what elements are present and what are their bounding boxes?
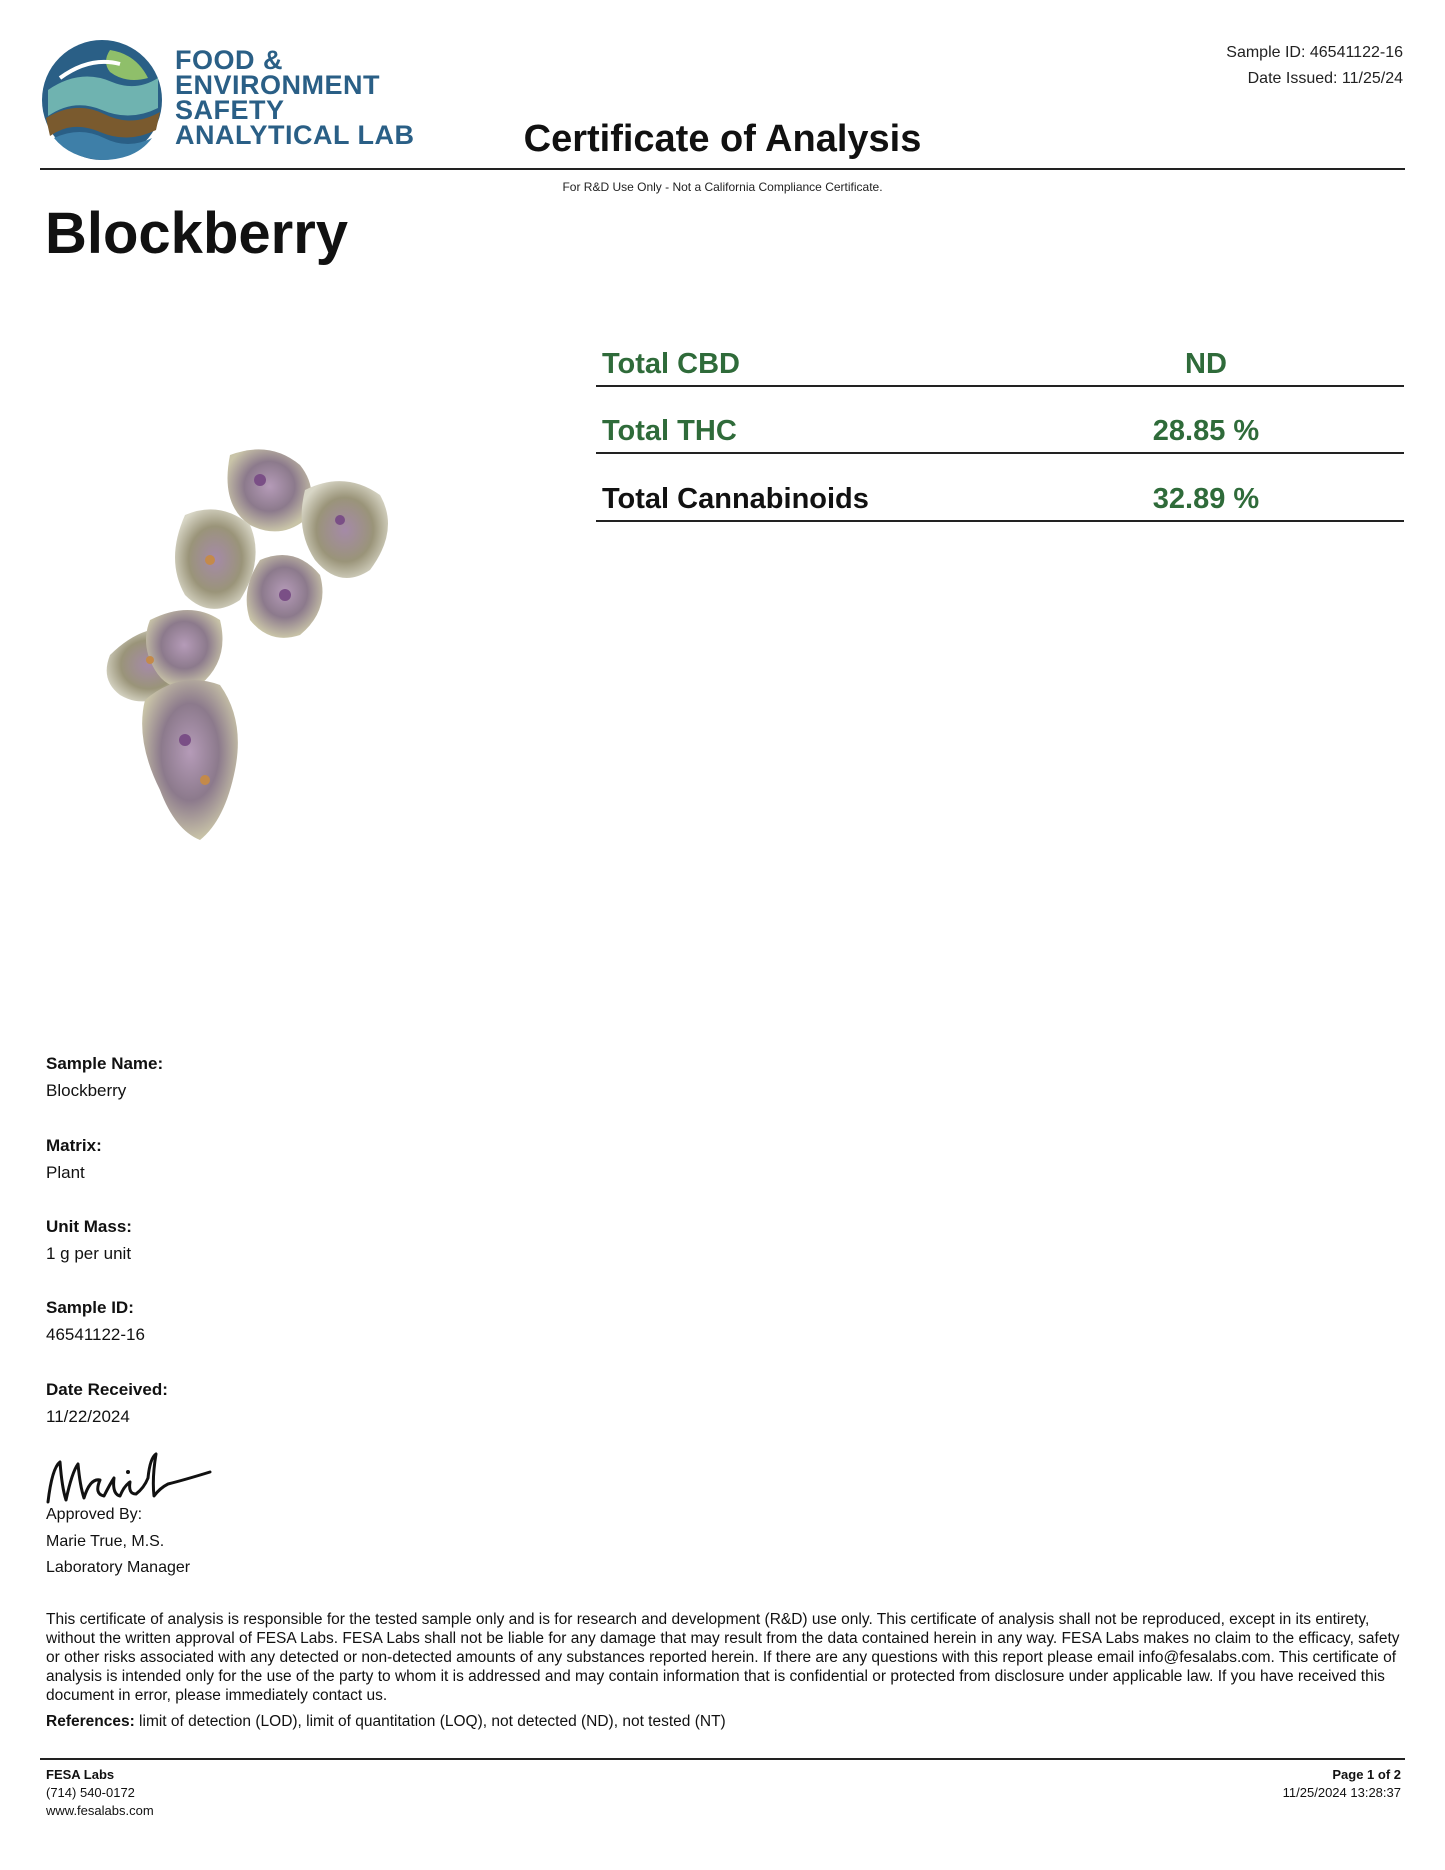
rnd-note: For R&D Use Only - Not a California Compliance Certificate.: [562, 180, 883, 194]
header-sample-id: Sample ID: 46541122-16: [1226, 44, 1403, 61]
product-photo: [90, 420, 480, 890]
logo-line: SAFETY: [175, 95, 285, 125]
sample-name-value: Blockberry: [46, 1081, 127, 1100]
product-name: Blockberry: [45, 201, 349, 266]
matrix-value: Plant: [46, 1163, 85, 1182]
potency-value: ND: [1185, 348, 1227, 380]
header-meta: [1226, 40, 1403, 92]
references-label: References:: [46, 1713, 135, 1730]
potency-row-total: [596, 460, 1404, 522]
footer-phone: (714) 540-0172: [46, 1785, 135, 1800]
footer-page-number: Page 1 of 2: [1332, 1767, 1401, 1782]
logo-line: FOOD &: [175, 45, 283, 75]
sample-id-value: 46541122-16: [46, 1325, 145, 1344]
potency-label: Total CBD: [602, 348, 741, 380]
footer-website: www.fesalabs.com: [46, 1803, 154, 1818]
unit-mass-label: Unit Mass:: [46, 1217, 132, 1236]
approver-name: Marie True, M.S.: [46, 1533, 165, 1550]
footer-divider: [40, 1758, 1405, 1760]
logo-line: ANALYTICAL LAB: [175, 120, 415, 150]
date-received-value: 11/22/2024: [46, 1407, 130, 1426]
footer-timestamp: 11/25/2024 13:28:37: [1282, 1785, 1401, 1800]
signature-image: [44, 1448, 214, 1508]
references: [46, 1713, 726, 1731]
potency-label: Total THC: [602, 415, 737, 447]
header-date-issued: Date Issued: 11/25/24: [1247, 70, 1403, 87]
references-text: limit of detection (LOD), limit of quantitation (LOQ), not detected (ND), not tested (NT): [134, 1713, 726, 1730]
header-divider: [40, 168, 1405, 170]
sample-name-label: Sample Name:: [46, 1054, 164, 1073]
approver-title: Laboratory Manager: [46, 1559, 191, 1576]
approved-by-label: Approved By:: [46, 1506, 143, 1523]
matrix-label: Matrix:: [46, 1136, 102, 1155]
date-received-label: Date Received:: [46, 1380, 168, 1399]
potency-row-thc: [596, 392, 1404, 454]
page-title: Certificate of Analysis: [523, 118, 922, 160]
footer-left: [46, 1766, 154, 1820]
disclaimer-text: This certificate of analysis is responsible for the tested sample only and is for research and development (R&D) use only. This certificate of analysis shall not be reproduced, except in its entirety, without the written approval of FESA Labs. FESA Labs shall not be liable for any damage that may result from the data contained herein in any way. FESA Labs makes no claim to the efficacy, safety or other risks associated with any detected or non-detected amounts of any substances reported herein. If there are any questions with this report please email info@fesalabs.com. This certificate of analysis is intended only for the use of the party to whom it is addressed and may contain information that is confidential or protected from disclosure under applicable law. If you have received this document in error, please immediately contact us.: [46, 1611, 1400, 1704]
potency-label: Total Cannabinoids: [602, 483, 869, 515]
footer-company: FESA Labs: [46, 1767, 115, 1782]
potency-row-cbd: [596, 325, 1404, 387]
sample-id-label: Sample ID:: [46, 1298, 134, 1317]
logo-line: ENVIRONMENT: [175, 70, 381, 100]
footer-right: [1283, 1766, 1401, 1802]
unit-mass-value: 1 g per unit: [46, 1244, 132, 1263]
potency-value: 32.89 %: [1152, 483, 1260, 515]
potency-value: 28.85 %: [1152, 415, 1260, 447]
